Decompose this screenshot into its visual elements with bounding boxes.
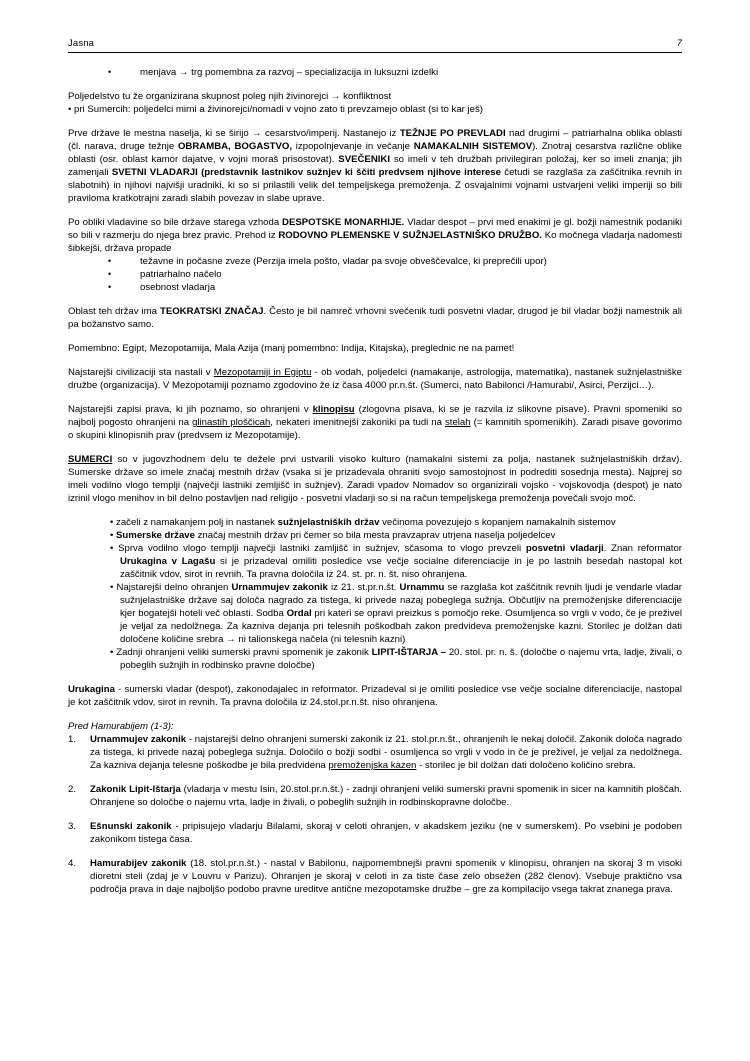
paragraph-sumerci xyxy=(68,453,682,505)
text-run: - najstarejši delno ohranjeni sumerski zakonik iz 21. stol.pr.n.št., ohranjenih le nekaj določil. Zakonik določa nagrado za tistega, ki privede nazaj pobeglega sužnja. Določilo o božji sodbi - osumljenca so vrgli v vodo in če je preživel, je veljal za nedolžnega. Za kazniva dejanja telesne poškodbe je bila predvidena xyxy=(90,734,682,771)
text-run: Prve države le mestna naselja, ki se širijo → cesarstvo/imperij. Nastanejo iz xyxy=(68,128,400,139)
text-run: Najstarejši zapisi prava, ki jih poznamo, so ohranjeni v xyxy=(68,404,313,415)
bold-run: Hamurabijev zakonik xyxy=(90,858,187,869)
text-run: . Znan reformator xyxy=(603,543,682,554)
text-run: si je prizadeval omiliti posledice vse večje socialne diferenciacije in je po lastnih besedah nastopal kot zaščitnik vdov, sirot in revnih. Ta pravna določila iz 24. st. pr. n. št. niso ohranjena. xyxy=(120,556,682,580)
bullet-list-top xyxy=(68,66,682,79)
text-run: so imeli v teh družbah privilegiran položaj, ker so imeli znanja; jih zamenjali xyxy=(68,154,682,178)
text-run: (18. stol.pr.n.št.) - nastal v Babilonu, najpomembnejši pravni spomenik v klinopisu, ohranjen na skoraj 3 m visoki dioretni steli (zdaj je v Louvru v Parizu). Ohranjen je skoraj v celoti in za tiste čase zelo obsežen (282 členov). Vsebuje praktično vsa področja prava in daje najboljšo podobo pravne ureditve antične mezopotamske družbe – gre za kompilacijo vsega takrat znanega prava. xyxy=(90,858,682,895)
bold-underline-run: klinopisu xyxy=(312,404,355,415)
text-run: • Zadnji ohranjeni veliki sumerski pravni spomenik je zakonik xyxy=(110,647,372,658)
sub-bullet-item-2 xyxy=(110,529,682,542)
bold-run: Urnammujev zakonik xyxy=(90,734,187,745)
bold-run: OBRAMBA, BOGASTVO, xyxy=(177,141,293,152)
numbered-item-4 xyxy=(68,857,682,896)
text-run: nad drugimi – patriarhalna oblika oblasti (čl. narava, druge težnje xyxy=(68,128,682,152)
sub-bullet-block xyxy=(68,516,682,672)
text-run: Ko močnega vladarja nadomesti šibkejši, država propade xyxy=(68,230,682,254)
sub-bullet-item-1 xyxy=(110,516,682,529)
bold-run: Urnammu xyxy=(399,582,445,593)
text-run: - storilec je bil dolžan dati določeno količino srebra. xyxy=(416,760,636,771)
text-run: večinoma povezujejo s kopanjem namakalnih sistemov xyxy=(379,517,616,528)
numbered-item-3 xyxy=(68,820,682,846)
text-run: • začeli z namakanjem polj in nastanek xyxy=(110,517,278,528)
bold-run: Ordal xyxy=(286,608,312,619)
underline-run: premoženjska kazen xyxy=(328,760,417,771)
bold-run: SVETNI VLADARJI (predstavnik lastnikov sužnjev ki ščiti predvsem njihove interese xyxy=(111,167,501,178)
paragraph-najstarejsi-civilizaciji xyxy=(68,366,682,392)
text-run: (zlogovna pisava, ki se je razvila iz slikovne pisave). Pravni spomeniki so najbolj pogosto ohranjeni na xyxy=(68,404,682,428)
text-run: so v jugovzhodnem delu te dežele prvi ustvarili visoko kulturo (namakalni sistemi za polja, nastanek sužnjelastniških držav). Sumerske države so imele značaj mestnih držav (vsaka si je prizadevala ohraniti svojo samostojnost in podrediti sosednja mesta). Najprej so imeli vodilno vlogo templji (največji lastniki zemljišč in sužnjev). Zaradi vpadov Nomadov so organizirali vojsko - vojskovodja (despot) je nato izrinil vlogo menihov in bil delno postavljen nad religijo - posvetni vladarji so si na račun tempeljskega premoženja povečali svojo moč. xyxy=(68,454,682,504)
text-run: (= kamnitih spomenikih). Zaradi pisave govorimo o skupini klinopisnih prav (predvsem iz Mezopotamije). xyxy=(68,417,682,441)
bold-run: Ešnunski zakonik xyxy=(90,821,172,832)
paragraph-urukagina xyxy=(68,683,682,709)
paragraph-najstarejsi-zapisi xyxy=(68,403,682,442)
text-run: četudi se razglaša za zaščitnika revnih in slabotnih) in njihovi najvišji uradniki, ki so si prilastili velik del tempeljskega premoženja. Z osvajalnimi vojnami ustvarjeni veliki imperiji so bili praviloma kratkotrajni zaradi slabih povezav in slabe uprave. xyxy=(68,167,682,204)
bold-run: Urukagina v Lagašu xyxy=(120,556,216,567)
list-item: • težavne in počasne zveze (Perzija imela pošto, vladar pa svoje obveščevalce, ki preprečili upor) xyxy=(68,255,682,268)
sub-bullet-item-3 xyxy=(110,542,682,581)
underline-run: stelah xyxy=(445,417,471,428)
header-title: Jasna xyxy=(68,38,95,49)
list-item: • osebnost vladarja xyxy=(68,281,682,294)
bold-run: LIPIT-IŠTARJA – xyxy=(371,647,446,658)
bold-run: sužnjelastniških držav xyxy=(277,517,380,528)
bold-run: NAMAKALNIH SISTEMOV xyxy=(413,141,533,152)
bold-run: TEŽNJE PO PREVLADI xyxy=(399,128,506,139)
text-run: izpopolnjevanje in večanje xyxy=(292,141,414,152)
text-run: - pripisujejo vladarju Bilalami, skoraj v celoti ohranjen, v akadskem jeziku (ne v sumerskem). Po vsebini je podoben zakonikom tistega časa. xyxy=(90,821,682,845)
poljedelstvo-line-1: Poljedelstvo tu že organizirana skupnost poleg njih živinorejci → konfliktnost xyxy=(68,91,392,102)
bold-underline-run: SUMERCI xyxy=(68,454,113,465)
bold-run: SVEČENIKI xyxy=(338,154,391,165)
text-run: - ob vodah, poljedelci (namakanje, astrologija, matematika), nastanek sužnjelastniške družbe (organizacija). V Mezopotamiji poznamo zgodovino že iz časa 4000 pr.n.št. (Sumerci, nato Babilonci /Hamurabi/, Asirci, Perzijci…). xyxy=(68,367,682,391)
poljedelstvo-line-2: • pri Sumercih: poljedelci mirni a živinorejci/nomadi v vojno zato ti prevzamejo oblast (si to kar ješ) xyxy=(68,104,483,115)
text-run: 20. stol. pr. n. š. (določbe o najemu vrta, ladje, živali, o pobeglih sužnjih in rodbinsko pravne določbe) xyxy=(120,647,682,671)
paragraph-pomembno: Pomembno: Egipt, Mezopotamija, Mala Azija (manj pomembno: Indija, Kitajska), preglednic ne na pamet! xyxy=(68,343,515,354)
text-run: . Često je bil namreč vrhovni svečenik tudi posvetni vladar, drugod je bil vladar božji namestnik ali pa božanstvo samo. xyxy=(68,306,682,330)
bold-run: TEOKRATSKI ZNAČAJ xyxy=(159,306,264,317)
sub-bullet-item-5 xyxy=(110,646,682,672)
text-run: pri kateri se opravi preizkus s pomočjo reke. Osumljenca so vrgli v vodo, če je preživel je veljal za nedolžnega. Za kazniva dejanja pri telesnih poškodbah zakon predvideva premoženjske kazni. Storilec je dolžan dati določene količine srebra → ni talionskega načela (ni telesnih kazni) xyxy=(120,608,682,645)
bold-run: Urnammujev zakonik xyxy=(231,582,328,593)
bold-run: Urukagina xyxy=(68,684,115,695)
text-run: • xyxy=(110,530,117,541)
bullet-list-despotizem xyxy=(68,255,682,294)
text-run: Po obliki vladavine so bile države starega vzhoda xyxy=(68,217,283,228)
text-run: (vladarja v mestu Isin, 20.stol.pr.n.št.) - zadnji ohranjeni veliki sumerski pravni spomenik in sicer na kamnitih ploščah. Ohranjene so določbe o najemu vrta, ladje in živali, o pobeglih sužnjih in rodbinskopravne določbe. xyxy=(90,784,682,808)
underline-run: glinastih ploščicah xyxy=(192,417,271,428)
bold-run: Zakonik Lipit-Ištarja xyxy=(90,784,181,795)
bold-run: DESPOTSKE MONARHIJE. xyxy=(282,217,405,228)
text-run: - sumerski vladar (despot), zakonodajalec in reformator. Prizadeval si je omiliti posledice vse večje socialne diferenciacije, nastopal je kot zaščitnik vdov, sirot in revnih. Ta pravna določila iz 24.stol.pr.n.št. niso ohranjena. xyxy=(68,684,682,708)
bold-run: Sumerske države xyxy=(116,530,195,541)
text-run: • Sprva vodilno vlogo templji največji lastniki zamljišč in sužnjev, sčasoma to vlogo prevzeli xyxy=(110,543,526,554)
italic-run: Pred Hamurabijem (1-3): xyxy=(68,721,174,732)
text-run: Najstarejši civilizaciji sta nastali v xyxy=(68,367,214,378)
numbered-list-zakoniki xyxy=(68,733,682,896)
paragraph-prve-drzave xyxy=(68,127,682,205)
bold-run: posvetni vladarji xyxy=(525,543,604,554)
page-header xyxy=(68,38,682,53)
text-run: , nekateri imenitnejši zakoniki pa tudi na xyxy=(270,417,445,428)
paragraph-poljedelstvo xyxy=(68,90,682,116)
text-run: iz 21. st.pr.n.št. xyxy=(327,582,400,593)
heading-pred-hamurabijem xyxy=(68,720,682,733)
numbered-item-2 xyxy=(68,783,682,809)
text-run: • Najstarejši delno ohranjen xyxy=(110,582,232,593)
text-run: Oblast teh držav ima xyxy=(68,306,160,317)
underline-run: Mezopotamiji in Egiptu xyxy=(213,367,312,378)
list-item: • menjava → trg pomembna za razvoj – specializacija in luksuzni izdelki xyxy=(68,66,682,79)
numbered-item-1 xyxy=(68,733,682,772)
page-number: 7 xyxy=(676,38,682,49)
list-item: • patriarhalno načelo xyxy=(68,268,682,281)
text-run: ). Znotraj cesarstva različne oblike oblasti (osr. oblast kamor dajatve, v vojni moraš prisostovat). xyxy=(68,141,683,165)
paragraph-teokratski-znacaj xyxy=(68,305,682,331)
text-run: se razglaša kot zaščitnik revnih ljudi je vendarle vladar sužnjelastniške države saj določa nagrado za tistega, ki privede nazaj pobeglega sužnja. Občutljiv na premoženjske diferenciacije kjer bogatejši hoteli več oblasti. Sodba xyxy=(120,582,682,619)
bold-run: RODOVNO PLEMENSKE V SUŽNJELASTNIŠKO DRUŽBO. xyxy=(278,230,542,241)
sub-bullet-item-4 xyxy=(110,581,682,646)
paragraph-po-obliki-vladavine xyxy=(68,216,682,255)
text-run: značaj mestnih držav pri čemer so bila mesta pravzaprav utrjena naselja poljedelcev xyxy=(194,530,556,541)
text-run: Vladar despot – prvi med enakimi je gl. božji namestnik podaniki so bili v razmerju do njega brez pravic. Prehod iz xyxy=(68,217,682,241)
